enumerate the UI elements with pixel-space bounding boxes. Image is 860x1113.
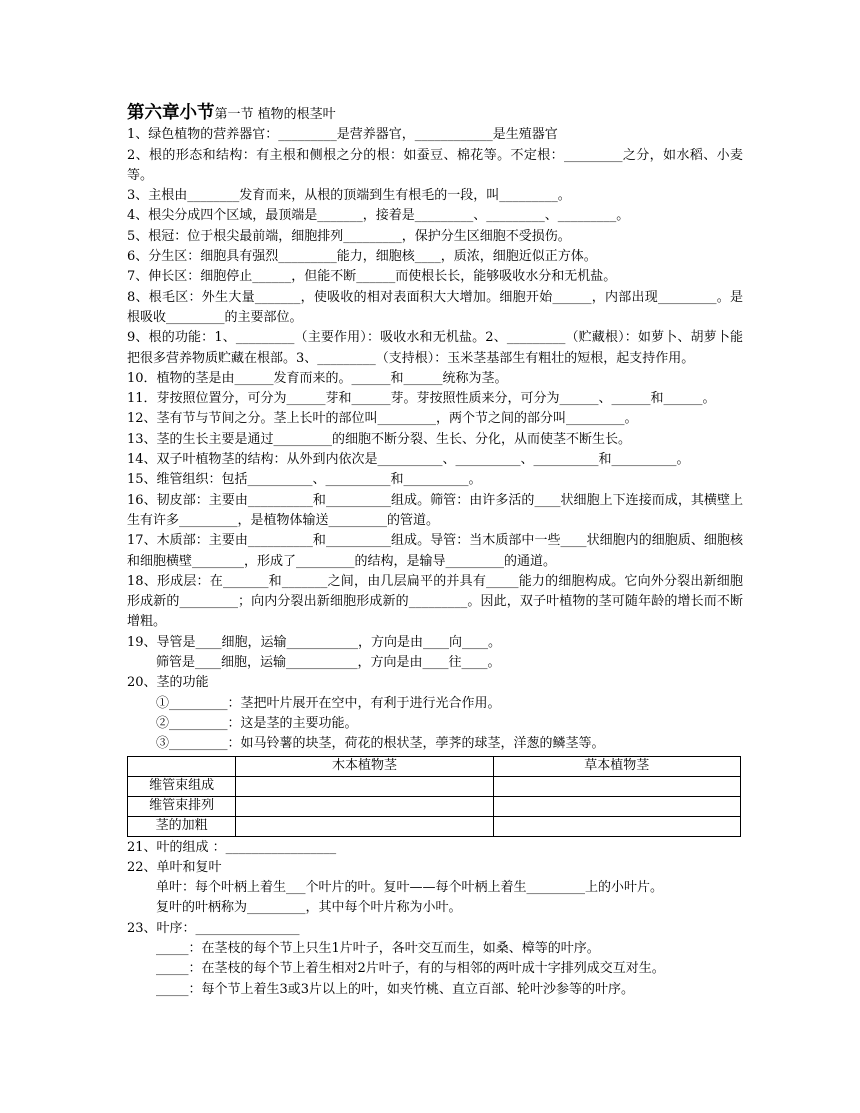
- question-5: 5、根冠：位于根尖最前端，细胞排列_________，保护分生区细胞不受损伤。: [127, 228, 571, 244]
- question-11: 11．芽按照位置分，可分为______芽和______芽。芽按照性质来分，可分为______、______和______。: [127, 391, 716, 407]
- table-cell: [493, 796, 740, 816]
- table-row: [128, 776, 741, 796]
- question-22: 22、单叶和复叶: [127, 859, 222, 875]
- table-row: [128, 816, 741, 836]
- question-14: 14、双子叶植物茎的结构：从外到内依次是__________、__________、__________和__________。: [127, 452, 690, 468]
- table-header-row: [128, 756, 741, 776]
- table-cell: [493, 816, 740, 836]
- stem-comparison-table: [127, 756, 741, 837]
- question-6: 6、分生区：细胞具有强烈_________能力，细胞核____，质浓，细胞近似正方体。: [127, 249, 597, 265]
- table-cell: [236, 776, 493, 796]
- question-2: 2、根的形态和结构：有主根和侧根之分的根：如蚕豆、棉花等。不定根：_________之分，如水稻、小麦等。: [127, 147, 743, 183]
- question-10: 10．植物的茎是由______发育而来的。______和______统称为茎。: [127, 370, 508, 386]
- phyllotaxy-alternate: _____：在茎枝的每个节上只生1片叶子，各叶交互而生，如桑、樟等的叶序。: [156, 940, 600, 956]
- table-cell: [236, 796, 493, 816]
- question-9: 9、根的功能：1、_________（主要作用）：吸收水和无机盐。2、_________（贮藏根）：如萝卜、胡萝卜能把很多营养物质贮藏在根部。3、_________（支持根）：玉米茎基部生有粗壮的短根，起支持作用。: [127, 330, 743, 366]
- table-cell: [236, 816, 493, 836]
- question-18: 18、形成层：在_______和_______之间，由几层扁平的并具有_____能力的细胞构成。它向外分裂出新细胞形成新的_________；向内分裂出新细胞形成新的_________。因此，双子叶植物的茎可随年龄的增长而不断增粗。: [127, 573, 743, 630]
- question-20: 20、茎的功能: [127, 675, 209, 691]
- question-13: 13、茎的生长主要是通过_________的细胞不断分裂、生长、分化，从而使茎不断生长。: [127, 431, 632, 447]
- phyllotaxy-opposite: _____：在茎枝的每个节上着生相对2片叶子，有的与相邻的两叶成十字排列成交互对生。: [156, 961, 665, 977]
- table-row-label: 维管束组成: [128, 776, 236, 796]
- chapter-heading: [127, 103, 743, 125]
- single-leaf-line: 单叶：每个叶柄上着生___个叶片的叶。复叶——每个叶柄上着生_________上的小叶片。: [156, 880, 664, 896]
- table-header-cell: 草本植物茎: [493, 756, 740, 776]
- compound-leaf-line: 复叶的叶柄称为_________，其中每个叶片称为小叶。: [156, 900, 462, 916]
- question-12: 12、茎有节与节间之分。茎上长叶的部位叫_________，两个节之间的部分叫_________。: [127, 411, 638, 427]
- question-7: 7、伸长区：细胞停止______，但能不断______而使根长长，能够吸收水分和无机盐。: [127, 269, 617, 285]
- stem-function-3: ③_________：如马铃薯的块茎，荷花的根状茎，荸荠的球茎，洋葱的鳞茎等。: [156, 736, 605, 752]
- chapter-title: 第六章小节: [127, 103, 215, 123]
- question-17: 17、木质部：主要由__________和__________组成。导管：当木质部中一些____状细胞内的细胞质、细胞核和细胞横壁________，形成了_________的结构，是输导_________的通道。: [127, 533, 743, 569]
- table-header-cell: 木本植物茎: [236, 756, 493, 776]
- table-cell: [493, 776, 740, 796]
- question-3: 3、主根由________发育而来，从根的顶端到生有根毛的一段，叫_________。: [127, 188, 571, 204]
- table-row: [128, 796, 741, 816]
- question-1: 1、绿色植物的营养器官：_________是营养器官，____________是生殖器官: [127, 127, 558, 143]
- question-16: 16、韧皮部：主要由__________和__________组成。筛管：由许多活的____状细胞上下连接而成，其横壁上生有许多_________，是植物体输送_________的管道。: [127, 492, 743, 528]
- stem-function-1: ①_________：茎把叶片展开在空中，有利于进行光合作用。: [156, 695, 501, 711]
- question-8: 8、根毛区：外生大量_______，使吸收的相对表面积大大增加。细胞开始______，内部出现_________。是根吸收_________的主要部位。: [127, 289, 743, 325]
- table-row-label: 茎的加粗: [128, 816, 236, 836]
- section-title: 第一节 植物的根茎叶: [214, 107, 336, 122]
- question-15: 15、维管组织：包括__________、__________和__________。: [127, 472, 482, 488]
- question-21: 21、叶的组成 ：_________________: [127, 839, 337, 855]
- worksheet-page: [127, 103, 743, 1000]
- table-header-cell: [128, 756, 236, 776]
- phyllotaxy-whorled: _____：每个节上着生3或3片以上的叶，如夹竹桃、直立百部、轮叶沙参等的叶序。: [156, 981, 635, 997]
- question-4: 4、根尖分成四个区域，最顶端是_______，接着是_________、_________、_________。: [127, 208, 630, 224]
- stem-function-2: ②_________：这是茎的主要功能。: [156, 715, 358, 731]
- question-19: 19、导管是____细胞，运输___________，方向是由____向____。: [127, 634, 502, 650]
- question-19-sieve-tube: 筛管是____细胞，运输___________，方向是由____往____。: [156, 655, 501, 671]
- question-23: 23、叶序：________________: [127, 920, 300, 936]
- table-row-label: 维管束排列: [128, 796, 236, 816]
